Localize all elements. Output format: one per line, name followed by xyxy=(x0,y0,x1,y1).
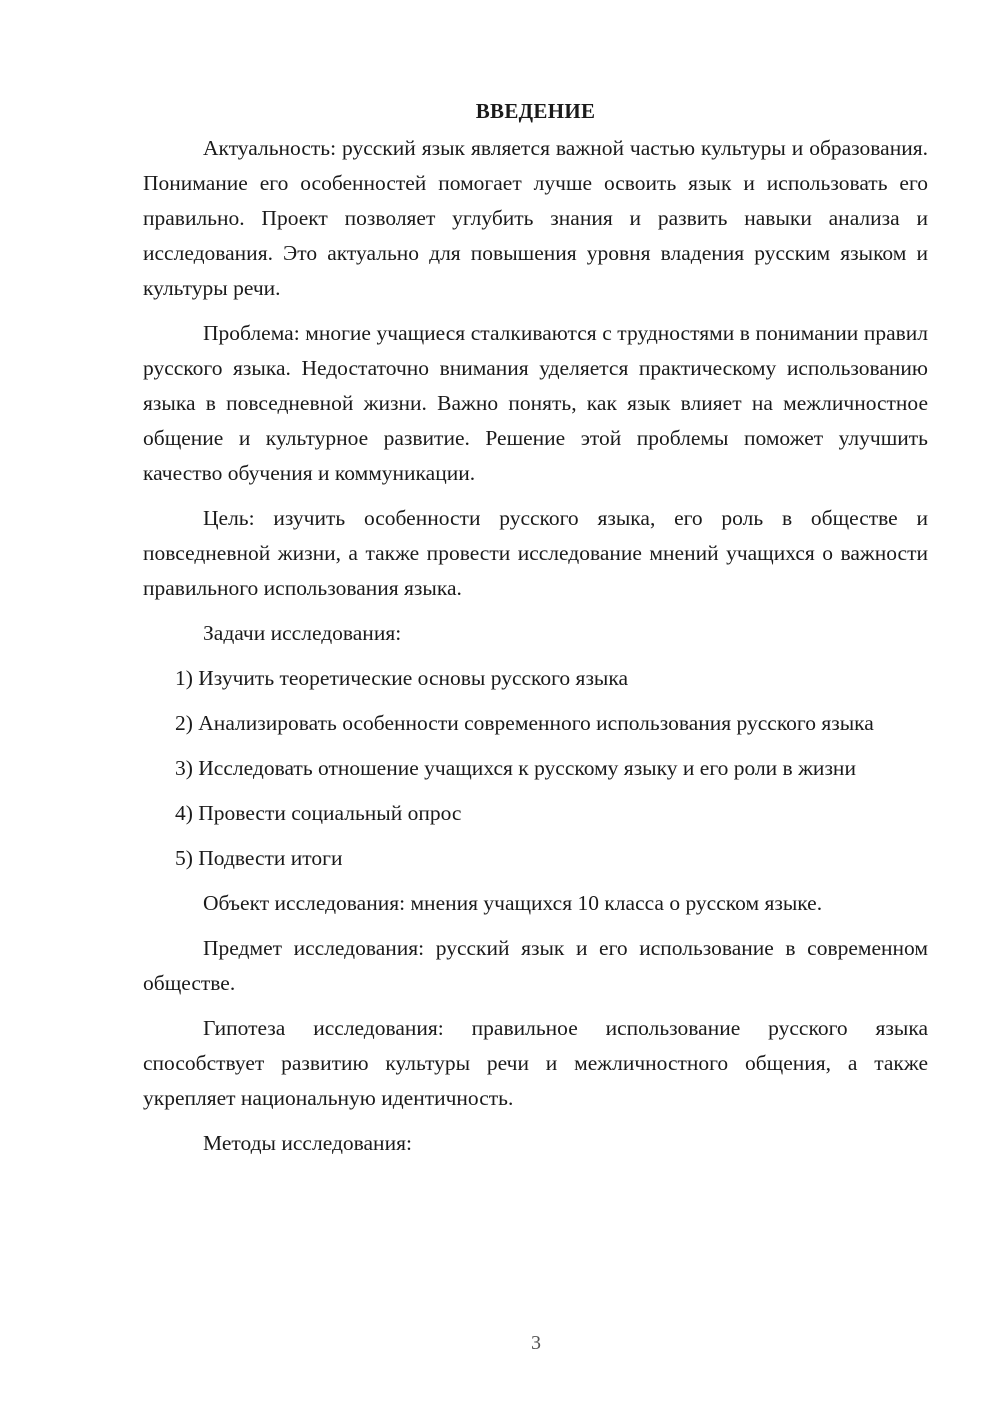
task-item-4: 4) Провести социальный опрос xyxy=(175,801,462,825)
paragraph-subject: Предмет исследования: русский язык и его использование в современном обществе. xyxy=(143,936,928,995)
page-title: ВВЕДЕНИЕ xyxy=(475,99,596,123)
task-item-1: 1) Изучить теоретические основы русского языка xyxy=(175,666,629,690)
task-item-2: 2) Анализировать особенности современного использования русского языка xyxy=(175,711,874,735)
task-item-5: 5) Подвести итоги xyxy=(175,846,343,870)
paragraph-hypothesis: Гипотеза исследования: правильное использование русского языка способствует развитию культуры речи и межличностного общения, а также укрепляет национальную идентичность. xyxy=(143,1016,928,1110)
paragraph-relevance: Актуальность: русский язык является важной частью культуры и образования. Понимание его особенностей помогает лучше освоить язык и использовать его правильно. Проект позволяет углубить знания и развить навыки анализа и исследования. Это актуально для повышения уровня владения русским языком и культуры речи. xyxy=(143,136,928,300)
task-item-3: 3) Исследовать отношение учащихся к русскому языку и его роли в жизни xyxy=(175,756,856,780)
paragraph-methods-heading: Методы исследования: xyxy=(203,1131,412,1155)
page-number: 3 xyxy=(531,1332,541,1354)
paragraph-tasks-heading: Задачи исследования: xyxy=(203,621,402,645)
paragraph-goal: Цель: изучить особенности русского языка, его роль в обществе и повседневной жизни, а также провести исследование мнений учащихся о важности правильного использования языка. xyxy=(143,506,928,600)
paragraph-problem: Проблема: многие учащиеся сталкиваются с трудностями в понимании правил русского языка. Недостаточно внимания уделяется практическому использованию языка в повседневной жизни. Важно понять, как язык влияет на межличностное общение и культурное развитие. Решение этой проблемы поможет улучшить качество обучения и коммуникации. xyxy=(143,321,928,485)
document-page xyxy=(143,94,928,1171)
paragraph-object: Объект исследования: мнения учащихся 10 класса о русском языке. xyxy=(203,891,823,915)
